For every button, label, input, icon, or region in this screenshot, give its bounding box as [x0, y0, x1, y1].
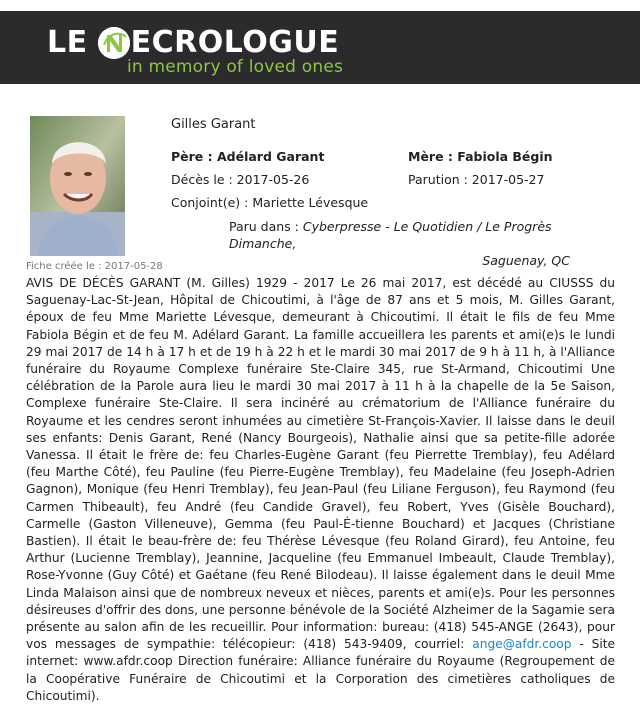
spouse-field: Conjoint(e) : Mariette Lévesque — [171, 195, 369, 210]
obituary-text — [26, 275, 615, 705]
obituary-text-main: AVIS DE DÉCÈS GARANT (M. Gilles) 1929 - 2017 Le 26 mai 2017, est décédé au CIUSSS du Saguenay-Lac-St-Jean, Hôpital de Chicoutimi, à l'âge de 87 ans et 5 mois, M. Gilles Garant, époux de feu Mme Mariette Lévesque, demeurant à Chicoutimi. Il était le fils de feu Mme Fabiola Bégin et de feu M. Adélard Garant. La famille accueillera les parents et ami(e)s le lundi 29 mai 2017 de 14 h à 17 h et de 19 h à 22 h et le mardi 30 mai 2017 de 9 h à 11 h, à l'Alliance funéraire du Royaume Complexe funéraire Ste-Claire 345, rue St-Armand, Chicoutimi Une célébration de la Parole aura lieu le mardi 30 mai 2017 à 11 h à la chapelle de la 5e Saison, Complexe funéraire Ste-Claire. Il sera incinéré au crématorium de l'Alliance funéraire du Royaume et les cendres seront inhumées au cimetière St-François-Xavier. Il laisse dans le deuil ses enfants: Denis Garant, René (Nancy Bourgeois), Nathalie ainsi que sa petite-fille adorée Vanessa. Il était le frère de: feu Charles-Eugène Garant (feu Pierrette Tremblay), feu Adélard (feu Marthe Côté), feu Pauline (feu Pierre-Eugène Tremblay), feu Madelaine (feu Joseph-Adrien Gagnon), Monique (feu Henri Tremblay), feu Jean-Paul (feu Liliane Ferguson), feu Raymond (feu Carmen Thibeault), feu André (feu Candide Gravel), feu Robert, Yves (Gisèle Bouchard), Carmelle (Gaston Villeneuve), Gemma (feu Paul-É-tienne Bouchard) et Jacques (Christiane Bastien). Il était le beau-frère de: feu Thérèse Lévesque (feu Roland Girard), feu Antoine, feu Arthur (Lucienne Tremblay), Jeannine, Jacqueline (feu Emmanuel Imbeault, Claude Tremblay), Rose-Yvonne (Guy Côté) et Gaétane (feu René Bilodeau). Il laisse également dans le deuil Mme Linda Malaison ainsi que de nombreux neveux et nièces, parents et ami(e)s. Pour les personnes désireuses d'offrir des dons, une personne bénévole de la Société Alzheimer de la Sagamie sera présente au salon afin de les recueillir. Pour information: bureau: (418) 545-ANGE (2643), pour vos messages de sympathie: télécopieur: (418) 543-9409, courriel: — [26, 276, 615, 652]
logo-right-text: ECROLOGUE — [130, 25, 340, 60]
death-date: Décès le : 2017-05-26 — [171, 172, 310, 187]
published-in-sources: Cyberpresse - Le Quotidien / Le Progrès Dimanche, — [229, 219, 552, 251]
record-created-date: Fiche créée le : 2017-05-28 — [26, 261, 163, 272]
published-in — [229, 218, 579, 269]
mother-field — [408, 149, 553, 164]
father-label: Père : Adélard Garant — [171, 149, 325, 164]
published-in-place: Saguenay, QC — [482, 253, 570, 268]
deceased-photo — [30, 116, 125, 256]
father-field — [171, 149, 324, 164]
logo-tagline: in memory of loved ones — [127, 57, 344, 77]
publication-date: Parution : 2017-05-27 — [408, 172, 545, 187]
published-in-label: Paru dans : — [229, 219, 299, 234]
mother-label: Mère : Fabiola Bégin — [408, 149, 553, 164]
site-logo[interactable] — [47, 25, 344, 77]
obituary-text-end: - Site internet: www.afdr.coop Direction funéraire: Alliance funéraire du Royaume (Regroupement de la Coopérative Funéraire de Chicoutimi et la Corporation des cimetières catholiques de Chicoutimi). — [26, 637, 615, 703]
contact-email-link[interactable]: ange@afdr.coop — [472, 637, 572, 652]
logo-wordmark — [47, 27, 339, 59]
logo-left-text: LE — [47, 25, 88, 60]
site-header — [0, 11, 640, 84]
logo-n-icon — [98, 27, 130, 59]
deceased-name: Gilles Garant — [171, 117, 256, 132]
